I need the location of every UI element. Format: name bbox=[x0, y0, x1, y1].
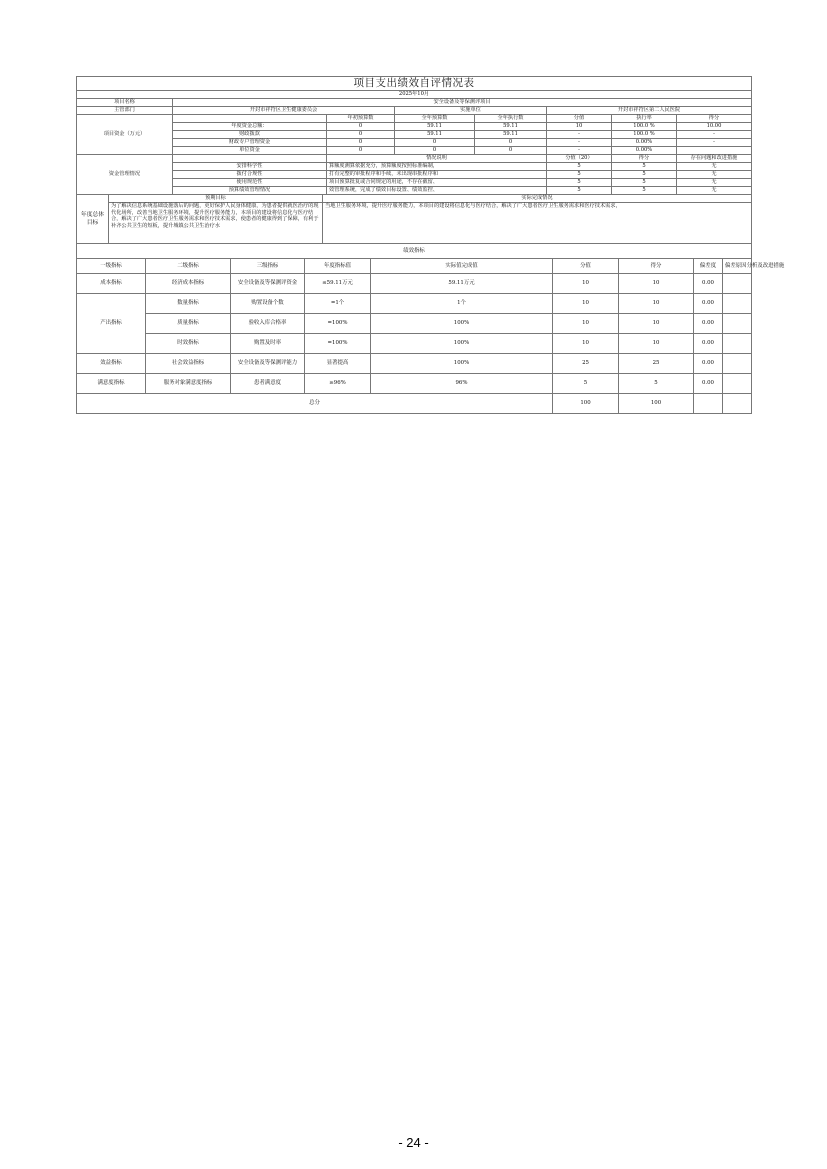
management-desc: 算额度测算依据充分，预算额度按照标准编制， bbox=[327, 163, 547, 171]
funds-cell: 59.11 bbox=[395, 131, 475, 139]
actual-goal-text: 当地卫生服务环境，提升医疗服务能力，本项目的建设将信息化与医疗结合，解决了广大患者医疗卫生服务需求和医疗技术需求， bbox=[323, 203, 752, 244]
funds-label: 项目资金（万元） bbox=[77, 115, 173, 155]
goals-table bbox=[76, 194, 752, 244]
management-header: 情况说明 bbox=[327, 155, 547, 163]
level2-indicator: 时效指标 bbox=[146, 334, 231, 354]
perf-header: 年度指标值 bbox=[305, 259, 371, 274]
funds-header-blank bbox=[173, 115, 327, 123]
score: 10 bbox=[553, 314, 619, 334]
funds-cell bbox=[677, 147, 752, 155]
funds-cell: 100.0 % bbox=[612, 131, 677, 139]
management-score: 5 bbox=[547, 187, 612, 195]
funds-cell: 59.11 bbox=[475, 131, 547, 139]
management-item: 拨付合规性 bbox=[173, 171, 327, 179]
deviation: 0.00 bbox=[694, 374, 723, 394]
management-header: 得分 bbox=[612, 155, 677, 163]
funds-cell: 10.00 bbox=[677, 123, 752, 131]
annual-target: ≤59.11万元 bbox=[305, 274, 371, 294]
dept-value: 开封市祥符区卫生健康委员会 bbox=[173, 107, 395, 115]
total-blank bbox=[723, 394, 752, 414]
planned-goal-text: 为了解决信息系统基础设施落后的问题，更好保护人民身体健康，为患者提供就医治疗的现代化场所，改善当地卫生服务环境，提升医疗服务能力，本项目的建设将信息化与医疗结合，解决了广大患者医疗卫生服务需求和医疗技术需求，使患者的健康得到了保障，有利于补齐公共卫生的短板，提升城镇公共卫生治疗水 bbox=[109, 203, 323, 244]
deviation: 0.00 bbox=[694, 274, 723, 294]
planned-goal-header: 预期目标 bbox=[109, 195, 323, 203]
funds-header: 年初预算数 bbox=[327, 115, 395, 123]
deviation: 0.00 bbox=[694, 334, 723, 354]
score: 10 bbox=[553, 334, 619, 354]
deviation-note bbox=[723, 334, 752, 354]
level2-indicator: 经济成本指标 bbox=[146, 274, 231, 294]
level1-indicator: 产出指标 bbox=[77, 294, 146, 354]
unit-label: 实施单位 bbox=[395, 107, 547, 115]
perf-header: 实际值完成值 bbox=[371, 259, 553, 274]
annual-target: ≥96% bbox=[305, 374, 371, 394]
performance-table bbox=[76, 243, 785, 414]
table-row bbox=[77, 334, 752, 354]
level2-indicator: 数量指标 bbox=[146, 294, 231, 314]
dept-label: 主管部门 bbox=[77, 107, 173, 115]
got: 10 bbox=[619, 274, 694, 294]
deviation-note bbox=[723, 354, 752, 374]
score: 25 bbox=[553, 354, 619, 374]
level1-indicator: 效益指标 bbox=[77, 354, 146, 374]
funds-cell: - bbox=[547, 139, 612, 147]
funds-row-name: 单位资金 bbox=[173, 147, 327, 155]
funds-cell: 59.11 bbox=[475, 123, 547, 131]
got: 10 bbox=[619, 334, 694, 354]
funds-row-name: 财政专户管理资金 bbox=[173, 139, 327, 147]
level3-indicator: 购置设备个数 bbox=[231, 294, 305, 314]
level1-indicator: 成本指标 bbox=[77, 274, 146, 294]
level3-indicator: 验收入库合格率 bbox=[231, 314, 305, 334]
got: 25 bbox=[619, 354, 694, 374]
actual-value: 100% bbox=[371, 314, 553, 334]
perf-header: 三级指标 bbox=[231, 259, 305, 274]
project-name: 安全设备及等保测评项目 bbox=[173, 99, 752, 107]
funds-header: 得分 bbox=[677, 115, 752, 123]
table-row bbox=[77, 374, 752, 394]
funds-cell: 0.00% bbox=[612, 139, 677, 147]
evaluation-sheet bbox=[76, 76, 785, 414]
funds-cell: 10 bbox=[547, 123, 612, 131]
management-header: 存在问题和改进措施 bbox=[677, 155, 752, 163]
management-issue: 无 bbox=[677, 187, 752, 195]
management-item: 安排科学性 bbox=[173, 163, 327, 171]
funds-cell: 0 bbox=[327, 147, 395, 155]
total-score: 100 bbox=[553, 394, 619, 414]
funds-header: 全年预算数 bbox=[395, 115, 475, 123]
total-blank bbox=[694, 394, 723, 414]
level2-indicator: 社会效益指标 bbox=[146, 354, 231, 374]
table-row bbox=[77, 274, 752, 294]
score: 5 bbox=[553, 374, 619, 394]
annual-target: 显著提高 bbox=[305, 354, 371, 374]
deviation-note bbox=[723, 314, 752, 334]
management-score: 5 bbox=[547, 179, 612, 187]
funds-cell: 100.0 % bbox=[612, 123, 677, 131]
funds-cell: 0 bbox=[475, 147, 547, 155]
deviation: 0.00 bbox=[694, 354, 723, 374]
unit-value: 开封市祥符区第二人民医院 bbox=[547, 107, 752, 115]
management-label: 资金管理情况 bbox=[77, 155, 173, 195]
level3-indicator: 安全设备及等保测评资金 bbox=[231, 274, 305, 294]
perf-header: 二级指标 bbox=[146, 259, 231, 274]
goals-label: 年度总体目标 bbox=[77, 195, 109, 244]
actual-value: 59.11万元 bbox=[371, 274, 553, 294]
actual-value: 100% bbox=[371, 334, 553, 354]
funds-cell: 0 bbox=[327, 139, 395, 147]
project-name-label: 项目名称 bbox=[77, 99, 173, 107]
level2-indicator: 质量指标 bbox=[146, 314, 231, 334]
management-item: 使用规范性 bbox=[173, 179, 327, 187]
actual-value: 1个 bbox=[371, 294, 553, 314]
funds-header: 全年执行数 bbox=[475, 115, 547, 123]
perf-header: 一级指标 bbox=[77, 259, 146, 274]
perf-header: 偏差度 bbox=[694, 259, 723, 274]
actual-goal-header: 实际完成情况 bbox=[323, 195, 752, 203]
management-desc: 效管理系统，完成了绩效目标设置、绩效监控、 bbox=[327, 187, 547, 195]
management-score: 5 bbox=[547, 171, 612, 179]
funds-row-name: 财政拨款 bbox=[173, 131, 327, 139]
table-row bbox=[77, 314, 752, 334]
annual-target: =1个 bbox=[305, 294, 371, 314]
funds-header: 执行率 bbox=[612, 115, 677, 123]
funds-header: 分值 bbox=[547, 115, 612, 123]
management-got: 5 bbox=[612, 187, 677, 195]
deviation-note bbox=[723, 294, 752, 314]
total-got: 100 bbox=[619, 394, 694, 414]
management-desc: 项目预算批复或合同规定的用途，不存在截留、 bbox=[327, 179, 547, 187]
got: 10 bbox=[619, 294, 694, 314]
funds-cell: 0 bbox=[395, 147, 475, 155]
perf-header: 得分 bbox=[619, 259, 694, 274]
summary-table bbox=[76, 76, 752, 195]
funds-cell: - bbox=[677, 139, 752, 147]
perf-header: 分值 bbox=[553, 259, 619, 274]
funds-row-name: 年度资金总额： bbox=[173, 123, 327, 131]
management-got: 5 bbox=[612, 179, 677, 187]
level3-indicator: 购置及时率 bbox=[231, 334, 305, 354]
funds-cell: - bbox=[547, 147, 612, 155]
funds-cell: 59.11 bbox=[395, 123, 475, 131]
deviation: 0.00 bbox=[694, 294, 723, 314]
level3-indicator: 患者满意度 bbox=[231, 374, 305, 394]
total-label: 总分 bbox=[77, 394, 553, 414]
management-header-blank bbox=[173, 155, 327, 163]
deviation-note bbox=[723, 274, 752, 294]
funds-cell: - bbox=[547, 131, 612, 139]
actual-value: 100% bbox=[371, 354, 553, 374]
deviation: 0.00 bbox=[694, 314, 723, 334]
total-row bbox=[77, 394, 752, 414]
management-issue: 无 bbox=[677, 171, 752, 179]
management-item: 预算绩效管理情况 bbox=[173, 187, 327, 195]
funds-cell: 0 bbox=[327, 131, 395, 139]
annual-target: =100% bbox=[305, 334, 371, 354]
management-got: 5 bbox=[612, 163, 677, 171]
level1-indicator: 满意度指标 bbox=[77, 374, 146, 394]
deviation-note bbox=[723, 374, 752, 394]
perf-header: 偏差原因分析及改进措施 bbox=[723, 259, 752, 274]
level2-indicator: 服务对象满意度指标 bbox=[146, 374, 231, 394]
management-issue: 无 bbox=[677, 163, 752, 171]
management-issue: 无 bbox=[677, 179, 752, 187]
funds-cell: - bbox=[677, 131, 752, 139]
got: 5 bbox=[619, 374, 694, 394]
funds-cell: 0 bbox=[475, 139, 547, 147]
level3-indicator: 安全设备及等保测评能力 bbox=[231, 354, 305, 374]
table-title: 项目支出绩效自评情况表 bbox=[77, 77, 752, 91]
management-got: 5 bbox=[612, 171, 677, 179]
actual-value: 96% bbox=[371, 374, 553, 394]
page-number: - 24 - bbox=[398, 1135, 429, 1150]
score: 10 bbox=[553, 294, 619, 314]
management-score: 5 bbox=[547, 163, 612, 171]
annual-target: =100% bbox=[305, 314, 371, 334]
table-row bbox=[77, 294, 752, 314]
funds-cell: 0.00% bbox=[612, 147, 677, 155]
got: 10 bbox=[619, 314, 694, 334]
management-desc: 打有完整的审批程序和手续，未出现串批程序和 bbox=[327, 171, 547, 179]
management-header: 分值（20） bbox=[547, 155, 612, 163]
score: 10 bbox=[553, 274, 619, 294]
performance-section-label: 绩效指标 bbox=[77, 244, 752, 259]
funds-cell: 0 bbox=[327, 123, 395, 131]
funds-cell: 0 bbox=[395, 139, 475, 147]
table-row bbox=[77, 354, 752, 374]
report-date: 2025年10月 bbox=[77, 91, 752, 99]
